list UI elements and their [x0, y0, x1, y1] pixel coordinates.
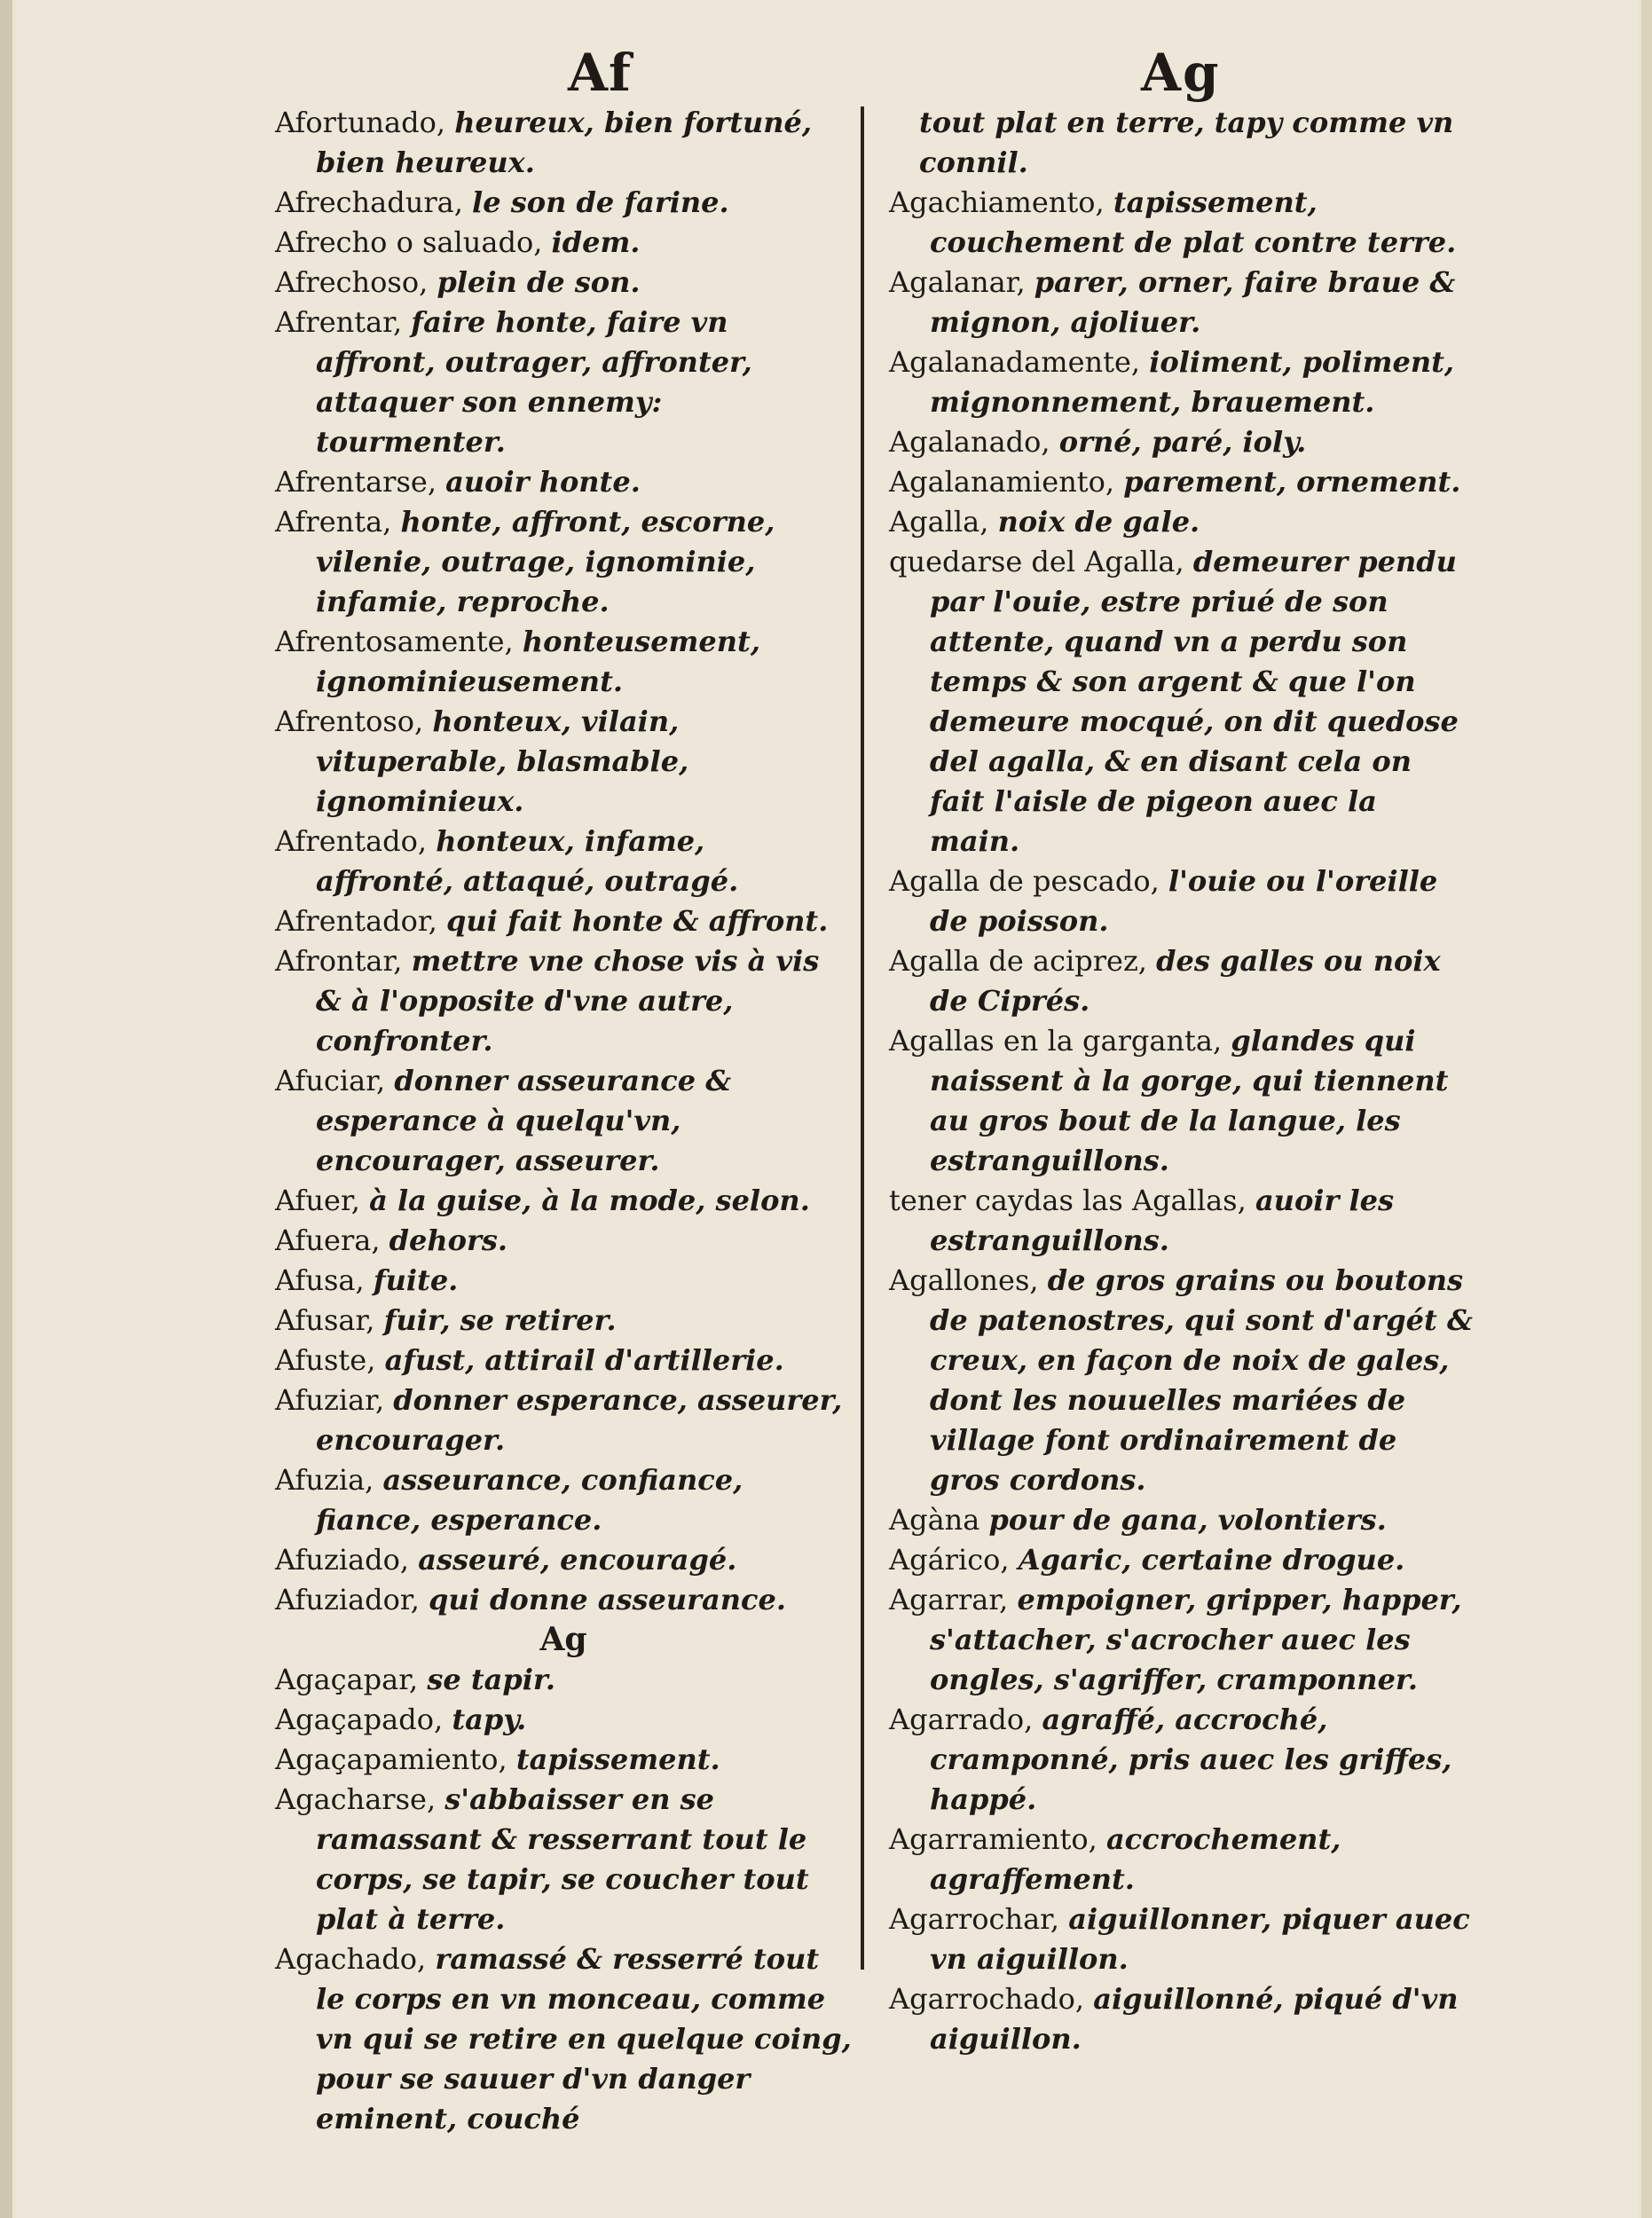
headword: Afuzia	[275, 1463, 366, 1497]
separator: ,	[426, 1782, 445, 1816]
dictionary-entry	[275, 1221, 852, 1261]
definition: tapissement, couchement de plat contre terre.	[930, 185, 1457, 259]
headword: Agalanadamente	[889, 345, 1131, 379]
definition: auoir les estranguillons.	[930, 1184, 1394, 1257]
definition: donner esperance, asseurer, encourager.	[316, 1383, 843, 1457]
dictionary-entry	[275, 941, 852, 1061]
dictionary-entry	[275, 303, 852, 462]
section-heading: Ag	[539, 1621, 587, 1658]
definition: idem.	[551, 225, 641, 259]
headword: Agalla de pescado	[889, 864, 1151, 898]
running-head-right: Ag	[1141, 43, 1221, 103]
separator: ,	[417, 824, 437, 858]
definition: afust, attirail d'artillerie.	[384, 1343, 784, 1377]
dictionary-entry	[889, 1500, 1475, 1540]
headword: Afrechadura	[275, 185, 454, 219]
separator: ,	[1095, 185, 1113, 219]
definition: honteux, vilain, vituperable, blasmable, ignominieux.	[316, 704, 689, 818]
separator: ,	[1041, 425, 1059, 459]
headword: quedarse del Agalla	[889, 545, 1176, 578]
definition: demeurer pendu par l'ouie, estre priué de son attente, quand vn a perdu son temps & son argent & que l'on demeure mocqué, on dit quedose del agalla, & en disant cela on fait l'aisle de pigeon auec la main.	[930, 545, 1459, 858]
left-column	[275, 103, 852, 2139]
dictionary-entry	[889, 1979, 1475, 2059]
column-rule	[861, 106, 864, 1970]
definition: noix de gale.	[997, 505, 1200, 539]
headword: Agachado	[275, 1942, 418, 1976]
dictionary-entry	[275, 462, 852, 502]
headword: Agarramiento	[889, 1822, 1089, 1856]
dictionary-entry	[275, 1700, 852, 1740]
headword: Afusar	[275, 1303, 366, 1337]
separator	[979, 1503, 988, 1537]
headword: Agallones	[889, 1263, 1030, 1297]
headword: Afrentoso	[275, 704, 415, 738]
dictionary-entry	[275, 103, 852, 183]
separator: ,	[504, 625, 523, 658]
dictionary-entry	[889, 1021, 1475, 1181]
dictionary-entry	[275, 1181, 852, 1221]
dictionary-entry	[275, 1261, 852, 1301]
dictionary-entry	[275, 1780, 852, 1939]
definition: empoigner, gripper, happer, s'attacher, s'acrocher auec les ongles, s'agriffer, cramponner.	[930, 1583, 1462, 1696]
definition: tout plat en terre, tapy comme vn connil.	[919, 106, 1454, 179]
separator: ,	[1105, 465, 1124, 499]
separator: ,	[436, 106, 455, 139]
separator: ,	[979, 505, 998, 539]
definition: dehors.	[389, 1223, 508, 1257]
separator: ,	[1175, 545, 1193, 578]
headword: Agalanado	[889, 425, 1042, 459]
separator: ,	[1050, 1902, 1069, 1936]
definition: mettre vne chose vis à vis & à l'opposite d'vne autre, confronter.	[316, 944, 820, 1058]
definition: qui fait honte & affront.	[446, 904, 829, 938]
definition: honte, affront, escorne, vilenie, outrage, ignominie, infamie, reproche.	[316, 505, 775, 618]
separator: ,	[1237, 1184, 1255, 1217]
dictionary-entry	[275, 1939, 852, 2139]
definition: se tapir.	[427, 1663, 555, 1696]
definition: parer, orner, faire braue & mignon, ajoliuer.	[930, 265, 1456, 339]
separator: ,	[414, 704, 433, 738]
headword: Afortunado	[275, 106, 437, 139]
definition: tapissement.	[515, 1742, 720, 1776]
headword: Agaçapar	[275, 1663, 410, 1696]
headword: Afrentado	[275, 824, 418, 858]
definition: agraffé, accroché, cramponné, pris auec les griffes, happé.	[930, 1703, 1452, 1816]
dictionary-entry	[889, 422, 1475, 462]
dictionary-page	[16, 0, 1638, 2218]
dictionary-entry	[889, 861, 1475, 941]
headword: Afrontar	[275, 944, 394, 978]
definition: fuir, se retirer.	[383, 1303, 617, 1337]
headword: Afuera	[275, 1223, 372, 1257]
definition: ramassé & resserré tout le corps en vn monceau, comme vn qui se retire en quelque coing, pour se sauuer d'vn danger eminent, couché	[316, 1942, 852, 2135]
definition: parement, ornement.	[1123, 465, 1461, 499]
separator: ,	[399, 1543, 419, 1577]
definition: faire honte, faire vn affront, outrager, affronter, attaquer son ennemy: tourmenter.	[316, 305, 752, 459]
definition: plein de son.	[437, 265, 641, 299]
dictionary-entry	[889, 1820, 1475, 1899]
headword: Agallas en la garganta	[889, 1024, 1213, 1058]
separator: ,	[355, 1263, 374, 1297]
definition: tapy.	[452, 1703, 527, 1736]
definition: honteux, infame, affronté, attaqué, outragé.	[316, 824, 739, 898]
dictionary-entry	[275, 263, 852, 303]
headword: tener caydas las Agallas	[889, 1184, 1238, 1217]
separator: ,	[419, 265, 437, 299]
headword: Agacharse	[275, 1782, 427, 1816]
headword: Agaçapado	[275, 1703, 434, 1736]
headword: Agalla de aciprez	[889, 944, 1138, 978]
separator: ,	[1088, 1822, 1106, 1856]
headword: Agachiamento	[889, 185, 1096, 219]
dictionary-entry	[275, 1061, 852, 1181]
definition: des galles ou noix de Ciprés.	[930, 944, 1441, 1018]
headword: Agárico	[889, 1543, 1001, 1577]
dictionary-entry	[275, 1341, 852, 1380]
dictionary-entry	[889, 342, 1475, 422]
definition: asseuré, encouragé.	[418, 1543, 737, 1577]
definition: orné, paré, ioly.	[1058, 425, 1307, 459]
dictionary-entry	[889, 183, 1475, 263]
dictionary-entry	[889, 1540, 1475, 1580]
headword: Afrentador	[275, 904, 429, 938]
dictionary-entry	[275, 702, 852, 822]
dictionary-entry	[275, 1740, 852, 1780]
separator: ,	[1029, 1263, 1048, 1297]
definition: heureux, bien fortuné, bien heureux.	[316, 106, 813, 179]
entry-continuation	[889, 103, 1475, 183]
headword: Agarrar	[889, 1583, 1000, 1616]
definition: aiguillonner, piquer auec vn aiguillon.	[930, 1902, 1470, 1976]
separator: ,	[417, 1942, 436, 1976]
dictionary-entry	[275, 901, 852, 941]
dictionary-entry	[275, 1580, 852, 1620]
separator: ,	[1074, 1982, 1094, 2016]
separator: ,	[1000, 1543, 1019, 1577]
headword: Agaçapamiento	[275, 1742, 499, 1776]
separator: ,	[410, 1583, 429, 1616]
separator: ,	[366, 1303, 384, 1337]
definition: aiguillonné, piqué d'vn aiguillon.	[930, 1982, 1459, 2056]
headword: Agalanamiento	[889, 465, 1105, 499]
headword: Afrechoso	[275, 265, 420, 299]
dictionary-entry	[275, 1380, 852, 1460]
dictionary-entry	[889, 1899, 1475, 1979]
headword: Afuer	[275, 1184, 351, 1217]
separator: ,	[1212, 1024, 1231, 1058]
definition: auoir honte.	[445, 465, 641, 499]
separator: ,	[427, 465, 446, 499]
definition: honteusement, ignominieusement.	[316, 625, 760, 698]
headword: Afuziador	[275, 1583, 411, 1616]
separator: ,	[366, 1343, 385, 1377]
separator: ,	[376, 1064, 395, 1097]
separator: ,	[409, 1663, 428, 1696]
separator: ,	[1150, 864, 1168, 898]
definition: s'abbaisser en se ramassant & resserrant tout le corps, se tapir, se coucher tout plat à terre.	[316, 1782, 809, 1936]
headword: Afusa	[275, 1263, 356, 1297]
separator: ,	[350, 1184, 370, 1217]
separator: ,	[371, 1223, 389, 1257]
dictionary-entry	[889, 542, 1475, 861]
definition: asseurance, confiance, fiance, esperance.	[316, 1463, 743, 1537]
separator: ,	[433, 1703, 452, 1736]
dictionary-entry	[275, 223, 852, 263]
separator: ,	[365, 1463, 383, 1497]
definition: de gros grains ou boutons de patenostres, qui sont d'argét & creux, en façon de noix de gales, dont les nouuelles mariées de village font ordinairement de gros cordons.	[930, 1263, 1473, 1497]
running-head-left: Af	[568, 43, 633, 103]
headword: Afuciar	[275, 1064, 377, 1097]
headword: Agalanar	[889, 265, 1017, 299]
dictionary-entry	[889, 263, 1475, 342]
headword: Afrentar	[275, 305, 393, 339]
definition: pour de gana, volontiers.	[988, 1503, 1387, 1537]
dictionary-entry	[889, 1181, 1475, 1261]
right-column	[889, 103, 1475, 2059]
separator: ,	[533, 225, 552, 259]
headword: Afuziar	[275, 1383, 375, 1417]
dictionary-entry	[275, 1460, 852, 1540]
headword: Afrecho o saluado	[275, 225, 534, 259]
definition: Agaric, certaine drogue.	[1018, 1543, 1405, 1577]
headword: Agarrado	[889, 1703, 1025, 1736]
separator: ,	[1137, 944, 1157, 978]
definition: l'ouie ou l'oreille de poisson.	[930, 864, 1438, 938]
definition: ioliment, poliment, mignonnement, brauement.	[930, 345, 1455, 419]
dictionary-entry	[275, 183, 852, 223]
definition: le son de farine.	[472, 185, 729, 219]
dictionary-entry	[889, 1580, 1475, 1700]
headword: Afuziado	[275, 1543, 400, 1577]
separator: ,	[1024, 1703, 1042, 1736]
dictionary-entry	[275, 822, 852, 901]
separator: ,	[1016, 265, 1034, 299]
separator: ,	[498, 1742, 516, 1776]
headword: Agalla	[889, 505, 980, 539]
headword: Agàna	[889, 1503, 980, 1537]
separator: ,	[374, 1383, 394, 1417]
dictionary-entry	[889, 502, 1475, 542]
headword: Agarrochar	[889, 1902, 1050, 1936]
separator: ,	[999, 1583, 1018, 1616]
definition: fuite.	[373, 1263, 459, 1297]
dictionary-entry	[889, 1261, 1475, 1500]
scan-edge-right	[1641, 0, 1652, 2218]
dictionary-entry	[275, 1660, 852, 1700]
dictionary-entry	[889, 1700, 1475, 1820]
dictionary-entry	[889, 462, 1475, 502]
dictionary-entry	[275, 622, 852, 702]
headword: Afuste	[275, 1343, 367, 1377]
separator: ,	[428, 904, 447, 938]
separator: ,	[382, 505, 401, 539]
definition: glandes qui naissent à la gorge, qui tiennent au gros bout de la langue, les estranguillons.	[930, 1024, 1449, 1177]
definition: donner asseurance & esperance à quelqu'vn, encourager, asseurer.	[316, 1064, 732, 1177]
scan-edge-left	[0, 0, 12, 2218]
dictionary-entry	[275, 1540, 852, 1580]
separator: ,	[393, 944, 412, 978]
definition: accrochement, agraffement.	[930, 1822, 1341, 1896]
headword: Afrentarse	[275, 465, 428, 499]
dictionary-entry	[889, 941, 1475, 1021]
headword: Afrentosamente	[275, 625, 505, 658]
separator: ,	[392, 305, 412, 339]
dictionary-entry	[275, 1301, 852, 1341]
separator: ,	[453, 185, 473, 219]
definition: à la guise, à la mode, selon.	[369, 1184, 810, 1217]
dictionary-entry	[275, 502, 852, 622]
separator: ,	[1130, 345, 1150, 379]
headword: Afrenta	[275, 505, 383, 539]
headword: Agarrochado	[889, 1982, 1075, 2016]
definition: qui donne asseurance.	[429, 1583, 786, 1616]
